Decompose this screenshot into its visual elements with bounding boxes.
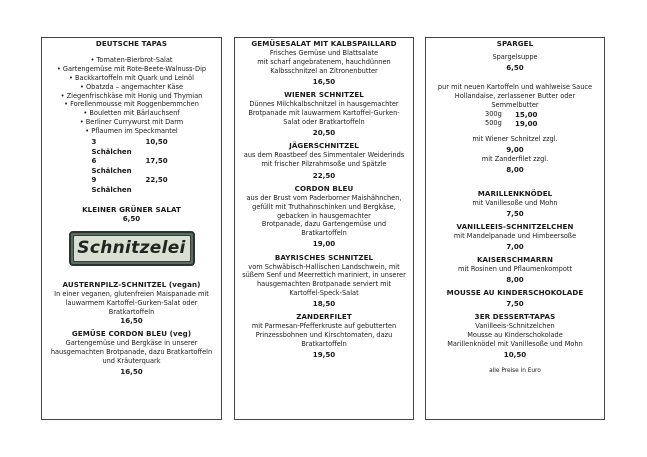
dish-price: 20,50: [312, 127, 336, 137]
dish-description: mit scharf angebratenem, hauchdünnen: [257, 57, 391, 66]
dish-description: aus dem Roastbeef des Simmentaler Weiderinds: [243, 150, 405, 159]
salad-title: KLEINER GRÜNER SALAT: [82, 204, 181, 214]
dessert-description: mit Mandelpanade und Himbeersoße: [453, 231, 577, 240]
dessert-title: VANILLEEIS-SCHNITZELCHEN: [456, 221, 574, 231]
dish-price: 22,50: [312, 170, 336, 180]
dish-description: Brotpanade mit lauwarmem Kartoffel-Gurken-: [248, 108, 400, 117]
dish-price: 19,00: [312, 239, 336, 249]
price-value: 22,50: [145, 176, 168, 185]
dessert-price: 8,00: [506, 274, 524, 284]
price-label: 9 Schälchen: [91, 176, 132, 195]
schnitzelei-logo: [69, 231, 195, 266]
dish-description: Hollandaise, zerlassener Butter oder: [454, 92, 576, 101]
section-title-spargel: SPARGEL: [496, 39, 534, 48]
list-item: • Bouletten mit Bärlauchsenf: [83, 109, 180, 118]
dish-description: aus der Brust vom Paderborner Maishähnchen,: [246, 193, 402, 202]
size-price-row: [426, 119, 604, 128]
size-label: 300g: [485, 109, 502, 118]
dish-price: 19,50: [312, 350, 336, 360]
dish-price: 16,50: [120, 366, 143, 376]
dish-description: In einer veganen, glutenfreien Maispanade mit: [54, 290, 209, 299]
extra-description: mit Wiener Schnitzel zzgl.: [472, 135, 558, 144]
price-value: 17,50: [145, 157, 168, 166]
menu-panel-left: [41, 37, 222, 420]
dish-description: hausgemachten Brotpanade, dazu Bratkartoffeln: [50, 348, 213, 357]
dessert-price: 10,50: [503, 350, 527, 360]
extra-description: mit Zanderfilet zzgl.: [481, 155, 549, 164]
dish-description: Spargelsuppe: [492, 53, 538, 62]
dish-description: Bratkartoffeln: [301, 229, 347, 238]
dish-description: pur mit neuen Kartoffeln und wahlweise Sauce: [437, 83, 593, 92]
list-item: • Tomaten-Bierbrot-Salat: [90, 55, 173, 64]
dessert-title: KAISERSCHMARRN: [476, 255, 554, 265]
dish-price: 6,50: [506, 63, 524, 73]
dessert-price: 7,50: [506, 299, 524, 309]
dish-description: süßem Senf und Meerrettich mariniert, in unserer: [242, 271, 406, 280]
dish-title: GEMÜSESALAT MIT KALBSPAILLARD: [251, 39, 397, 48]
dish-description: Prinzessbohnen und Kirschtomaten, dazu: [255, 331, 393, 340]
dessert-title: MARILLENKNÖDEL: [477, 188, 553, 198]
dish-title: WIENER SCHNITZEL: [284, 89, 364, 99]
list-item: • Obatzda – angemachter Käse: [79, 82, 184, 91]
dish-description: Salat oder Bratkartoffeln: [283, 117, 365, 126]
salad-price: 6,50: [122, 213, 141, 223]
size-price: 15,00: [515, 109, 538, 119]
list-item: • Pflaumen im Speckmantel: [85, 127, 178, 136]
dish-description: gefüllt mit Truthahnschinken und Bergkäse,: [252, 202, 396, 211]
dessert-description: mit Vanillesoße und Mohn: [472, 198, 558, 207]
logo-container: [42, 231, 221, 266]
tapas-list: [42, 56, 221, 136]
dish-description: lauwarmem Kartoffel-Gurken-Salat oder: [65, 299, 198, 308]
price-row: [42, 138, 221, 157]
size-label: 500g: [485, 119, 502, 128]
dish-description: mit Parmesan-Pfefferkruste auf gebutterten: [251, 322, 397, 331]
extra-price: 8,00: [506, 164, 524, 174]
dish-title: JÄGERSCHNITZEL: [289, 140, 359, 150]
dish-description: Bratkartoffeln: [108, 308, 155, 317]
dish-description: Kartoffel-Speck-Salat: [289, 289, 359, 298]
menu-panel-right: [425, 37, 605, 420]
dish-description: Frisches Gemüse und Blattsalate: [269, 48, 379, 57]
list-item: • Gartengemüse mit Rote-Beete-Walnuss-Dip: [56, 64, 207, 73]
dessert-description: Vanilleeis-Schnitzelchen: [475, 322, 555, 331]
price-value: 10,50: [145, 138, 168, 147]
logo-text: Schnitzelei: [73, 235, 191, 262]
dish-title: BAYRISCHES SCHNITZEL: [274, 252, 374, 262]
dish-description: Bratkartoffeln: [301, 340, 347, 349]
dessert-price: 7,50: [506, 208, 524, 218]
dish-description: vom Schwäbisch-Hallischen Landschwein, mit: [248, 262, 400, 271]
tapas-price-table: [42, 138, 221, 196]
price-label: 6 Schälchen: [91, 157, 132, 175]
list-item: • Backkartoffeln mit Quark und Leinöl: [69, 73, 194, 82]
dish-description: Semmelbutter: [491, 100, 539, 109]
dish-description: Kalbsschnitzel an Zitronenbutter: [270, 66, 378, 75]
dish-title: ZANDERFILET: [296, 312, 352, 322]
dish-description: Gartengemüse und Bergkäse in unserer: [65, 339, 198, 348]
dessert-title: MOUSSE AU KINDERSCHOKOLADE: [446, 288, 584, 298]
size-price: 19,00: [515, 119, 538, 129]
dessert-description: Mousse au Kinderschokolade: [467, 331, 563, 340]
dish-description: hausgemachten Brotpanade serviert mit: [257, 280, 391, 289]
dish-price: 16,50: [312, 76, 336, 86]
dish-description: und Kräuterquark: [102, 357, 161, 366]
dish-price: 16,50: [120, 316, 143, 326]
dish-description: gebacken in hausgemachter: [277, 211, 371, 220]
dessert-description: mit Rosinen und Pflaumenkompott: [457, 264, 573, 273]
price-row: [42, 176, 221, 195]
dessert-price: 7,00: [506, 241, 524, 251]
dish-description: Dünnes Milchkalbschnitzel in hausgemachter: [249, 99, 399, 108]
dish-title: AUSTERNPILZ-SCHNITZEL (vegan): [62, 280, 201, 290]
dish-description: mit frischer Pilzrahmsoße und Spätzle: [261, 159, 387, 168]
menu-panel-middle: [234, 37, 414, 420]
list-item: • Berliner Currywurst mit Darm: [79, 118, 184, 127]
dish-title: CORDON BLEU: [294, 183, 354, 193]
dessert-description: Marillenknödel mit Vanillesoße und Mohn: [447, 340, 583, 349]
dish-title: GEMÜSE CORDON BLEU (veg): [71, 329, 192, 339]
price-label: 3 Schälchen: [91, 138, 132, 156]
size-price-row: [426, 110, 604, 119]
extra-price: 9,00: [506, 145, 524, 155]
price-row: [42, 157, 221, 176]
dish-price: 18,50: [312, 299, 336, 309]
section-title-deutsche-tapas: DEUTSCHE TAPAS: [95, 39, 168, 48]
list-item: • Forellenmousse mit Roggenbemmchen: [64, 100, 199, 109]
dessert-title: 3ER DESSERT-TAPAS: [474, 312, 556, 322]
dish-description: Brotpanade, dazu Gartengemüse und: [261, 220, 387, 229]
price-footnote: alle Preise in Euro: [489, 367, 541, 374]
list-item: • Ziegenfrischkäse mit Honig und Thymian: [60, 91, 203, 100]
